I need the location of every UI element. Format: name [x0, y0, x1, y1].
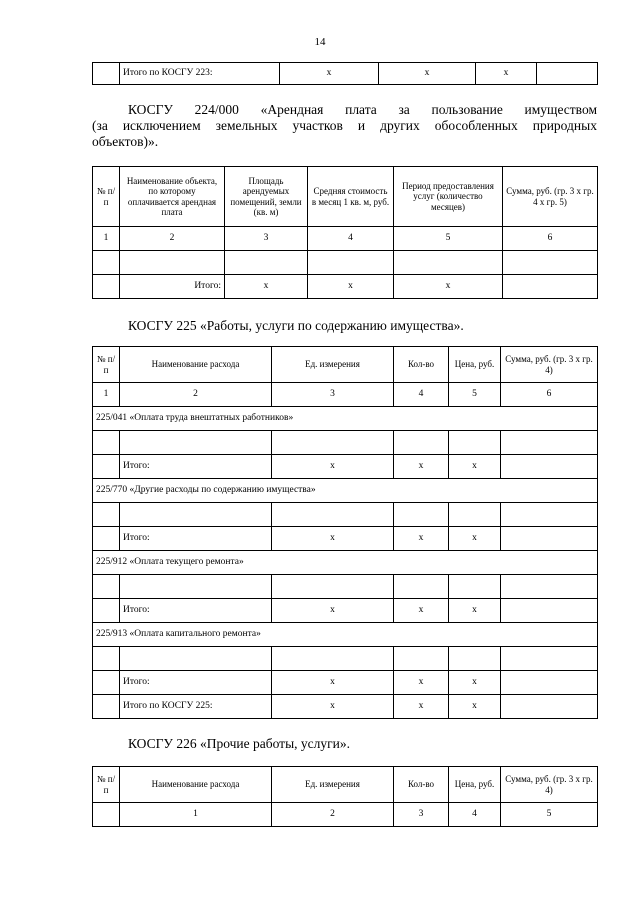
title-word: плата — [345, 102, 377, 117]
title-word: исключением — [122, 118, 201, 133]
group-header-row — [93, 479, 598, 503]
title-word: имуществом — [524, 102, 597, 117]
column-number: 3 — [394, 803, 449, 827]
column-header: Сумма, руб. (гр. 3 х гр. 4 х гр. 5) — [503, 167, 598, 227]
group-label: 225/912 «Оплата текущего ремонта» — [93, 551, 598, 575]
column-number: 4 — [308, 227, 394, 251]
group-header-row — [93, 551, 598, 575]
column-number: 1 — [120, 803, 272, 827]
group-header-row — [93, 407, 598, 431]
column-header: Наименование расхода — [120, 347, 272, 383]
title-word: «Арендная — [260, 102, 324, 117]
column-number: 6 — [501, 383, 598, 407]
column-header: Цена, руб. — [449, 347, 501, 383]
table-kosgu-224 — [92, 166, 598, 299]
column-number-row — [93, 383, 598, 407]
table-cell: x — [280, 63, 379, 85]
total-label: Итого: — [120, 599, 272, 623]
group-total-row — [93, 455, 598, 479]
group-label: 225/770 «Другие расходы по содержанию имущества» — [93, 479, 598, 503]
table-cell: x — [476, 63, 537, 85]
title-word: земельных — [215, 118, 278, 133]
column-number: 3 — [225, 227, 308, 251]
table-cell — [503, 275, 598, 299]
page-number: 14 — [314, 36, 326, 48]
table-kosgu-223-total — [92, 62, 598, 85]
grand-total-row — [93, 695, 598, 719]
empty-row — [93, 575, 598, 599]
group-total-row — [93, 527, 598, 551]
table-cell: x — [394, 527, 449, 551]
table-cell: x — [308, 275, 394, 299]
column-number-row — [93, 227, 598, 251]
empty-row — [93, 503, 598, 527]
table-cell: x — [449, 527, 501, 551]
column-number-row — [93, 803, 598, 827]
column-number: 6 — [503, 227, 598, 251]
column-number: 1 — [93, 227, 120, 251]
column-header: Средняя стоимость в месяц 1 кв. м, руб. — [308, 167, 394, 227]
table-cell: x — [449, 695, 501, 719]
table-cell — [93, 63, 120, 85]
column-number: 2 — [120, 227, 225, 251]
section-224-title — [92, 102, 597, 150]
table-cell: x — [272, 527, 394, 551]
title-word: пользование — [431, 102, 503, 117]
table-cell: x — [394, 455, 449, 479]
column-header: Сумма, руб. (гр. 3 х гр. 4) — [501, 767, 598, 803]
total-row — [93, 275, 598, 299]
column-header: Цена, руб. — [449, 767, 501, 803]
column-header: Наименование объекта, по которому оплачивается арендная плата — [120, 167, 225, 227]
title-word: 224/000 — [194, 102, 239, 117]
title-word: участков — [292, 118, 343, 133]
column-header: Период предоставления услуг (количество месяцев) — [394, 167, 503, 227]
table-cell: x — [225, 275, 308, 299]
column-header: Наименование расхода — [120, 767, 272, 803]
column-header: Ед. измерения — [272, 347, 394, 383]
table-cell: x — [394, 695, 449, 719]
group-label: 225/041 «Оплата труда внештатных работников» — [93, 407, 598, 431]
table-kosgu-226 — [92, 766, 598, 827]
column-header: Кол-во — [394, 347, 449, 383]
column-header: № п/п — [93, 167, 120, 227]
column-header: № п/п — [93, 347, 120, 383]
table-cell: x — [394, 275, 503, 299]
column-header: Сумма, руб. (гр. 3 х гр. 4) — [501, 347, 598, 383]
table-cell: x — [394, 599, 449, 623]
table-cell: x — [272, 695, 394, 719]
table-cell: x — [449, 671, 501, 695]
column-number: 5 — [501, 803, 598, 827]
column-header: Ед. измерения — [272, 767, 394, 803]
group-total-row — [93, 671, 598, 695]
title-line-1 — [92, 102, 597, 118]
table-cell: x — [272, 599, 394, 623]
title-word: других — [380, 118, 420, 133]
table-cell: x — [394, 671, 449, 695]
table-cell: x — [449, 599, 501, 623]
column-number: 5 — [394, 227, 503, 251]
column-number: 4 — [449, 803, 501, 827]
column-number: 5 — [449, 383, 501, 407]
section-225-title: КОСГУ 225 «Работы, услуги по содержанию имущества». — [128, 318, 464, 333]
title-line-2 — [92, 118, 597, 134]
table-kosgu-225 — [92, 346, 598, 719]
title-line-3: объектов)». — [92, 134, 159, 149]
table-cell: x — [449, 455, 501, 479]
column-header: Кол-во — [394, 767, 449, 803]
group-label: 225/913 «Оплата капитального ремонта» — [93, 623, 598, 647]
total-label: Итого: — [120, 455, 272, 479]
column-number: 2 — [272, 803, 394, 827]
column-header: Площадь арендуемых помещений, земли (кв. м) — [225, 167, 308, 227]
title-word: КОСГУ — [128, 102, 173, 117]
table-cell: x — [379, 63, 476, 85]
section-226-title: КОСГУ 226 «Прочие работы, услуги». — [128, 736, 350, 751]
title-word: (за — [92, 118, 108, 133]
table-header-row — [93, 347, 598, 383]
table-header-row — [93, 167, 598, 227]
table-cell — [93, 275, 120, 299]
empty-row — [93, 431, 598, 455]
column-number: 2 — [120, 383, 272, 407]
total-label: Итого: — [120, 671, 272, 695]
total-label: Итого: — [120, 275, 225, 299]
column-number: 3 — [272, 383, 394, 407]
title-word: обособленных — [434, 118, 518, 133]
table-cell: x — [272, 455, 394, 479]
total-label: Итого: — [120, 527, 272, 551]
title-word: природных — [532, 118, 597, 133]
empty-row — [93, 251, 598, 275]
title-word: и — [357, 118, 366, 133]
column-header: № п/п — [93, 767, 120, 803]
group-total-row — [93, 599, 598, 623]
column-number: 1 — [93, 383, 120, 407]
empty-row — [93, 647, 598, 671]
table-cell: x — [272, 671, 394, 695]
table-cell: Итого по КОСГУ 223: — [120, 63, 280, 85]
total-label: Итого по КОСГУ 225: — [120, 695, 272, 719]
table-row — [93, 63, 598, 85]
table-cell — [537, 63, 598, 85]
column-number: 4 — [394, 383, 449, 407]
group-header-row — [93, 623, 598, 647]
title-word: за — [398, 102, 410, 117]
table-header-row — [93, 767, 598, 803]
